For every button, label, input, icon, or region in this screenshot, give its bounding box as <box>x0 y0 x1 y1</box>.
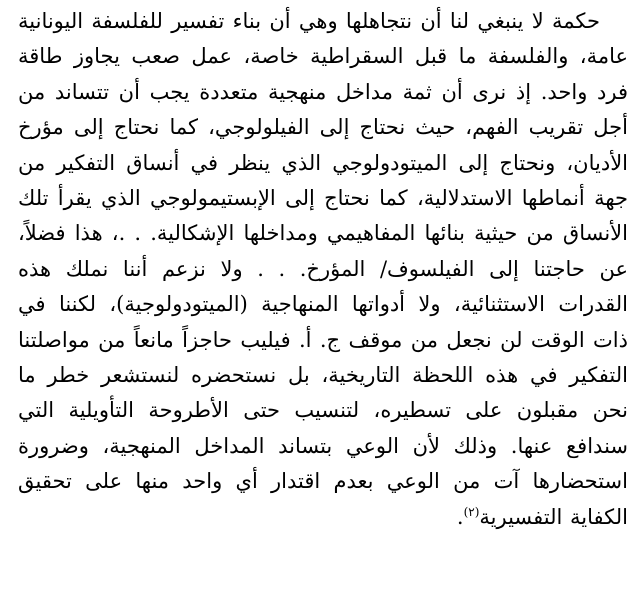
footnote-reference[interactable]: (٢) <box>463 504 480 519</box>
closing-punctuation: . <box>456 504 464 529</box>
body-paragraph <box>18 4 628 535</box>
paragraph-text: حكمة لا ينبغي لنا أن نتجاهلها وهي أن بناء تفسير للفلسفة اليونانية عامة، والفلسفة ما قبل السقراطية خاصة، عمل صعب يجاوز طاقة فرد واحد. إذ نرى أن ثمة مداخل منهجية متعددة يجب أن تتساند من أجل تقريب الفهم، حيث نحتاج إلى الفيلولوجي، كما نحتاج إلى مؤرخ الأديان، ونحتاج إلى الميتودولوجي الذي ينظر في أنساق التفكير من جهة أنماطها الاستدلالية، كما نحتاج إلى الإبستيمولوجي الذي يقرأ تلك الأنساق من حيثية بنائها المفاهيمي ومداخلها الإشكالية. . .، هذا فضلاً، عن حاجتنا إلى الفيلسوف/ المؤرخ. . . ولا نزعم أننا نملك هذه القدرات الاستثنائية، ولا أدواتها المنهاجية (الميتودولوجية)، لكننا في ذات الوقت لن نجعل من موقف ج. أ. فيليب حاجزاً مانعاً من مواصلتنا التفكير في هذه اللحظة التاريخية، بل نستحضره لنستشعر خطر ما نحن مقبلون على تسطيره، لتنسيب حتى الأطروحة التأويلية التي سندافع عنها. وذلك لأن الوعي بتساند المداخل المنهجية، وضرورة استحضارها آت من الوعي بعدم اقتدار أي واحد منها على تحقيق الكفاية التفسيرية <box>18 9 628 529</box>
